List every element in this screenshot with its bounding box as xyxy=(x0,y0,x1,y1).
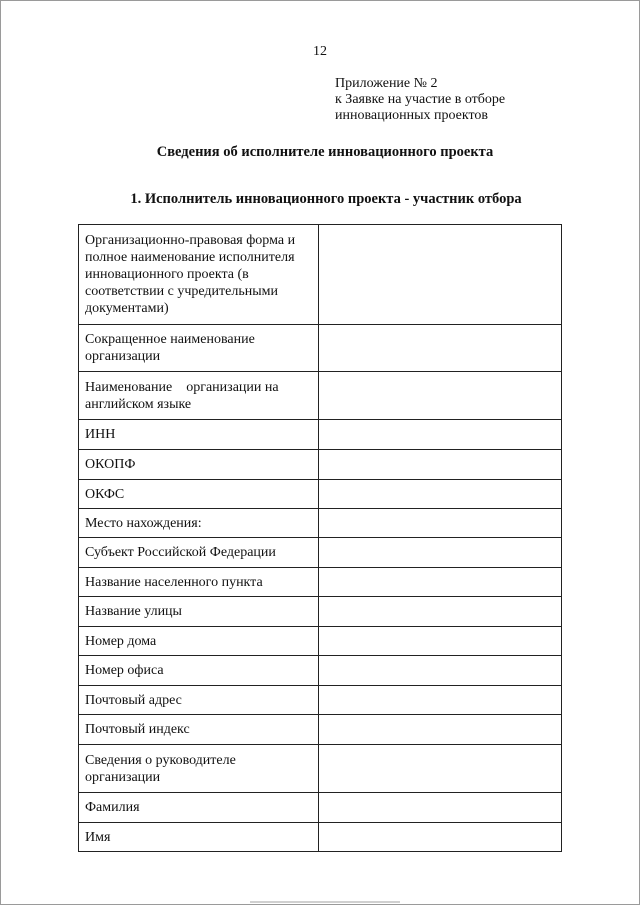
table-row xyxy=(79,480,562,509)
row-label-street: Название улицы xyxy=(79,597,319,627)
document-title: Сведения об исполнителе инновационного проекта xyxy=(156,144,494,160)
row-value-office[interactable] xyxy=(319,656,562,686)
row-value-head-info[interactable] xyxy=(319,745,562,793)
table-row xyxy=(79,450,562,480)
annex-line-2: к Заявке на участие в отборе xyxy=(335,92,506,107)
row-label-okfs: ОКФС xyxy=(79,480,319,509)
table-row xyxy=(79,627,562,656)
table-row xyxy=(79,597,562,627)
row-label-postal-address: Почтовый адрес xyxy=(79,686,319,715)
table-row xyxy=(79,715,562,745)
row-label-office: Номер офиса xyxy=(79,656,319,686)
row-label-short-name: Сокращенное наименование организации xyxy=(79,325,319,372)
table-row xyxy=(79,509,562,538)
row-label-house: Номер дома xyxy=(79,627,319,656)
table-row xyxy=(79,793,562,823)
table-row xyxy=(79,420,562,450)
table-row xyxy=(79,686,562,715)
row-value-okopf[interactable] xyxy=(319,450,562,480)
row-value-location[interactable] xyxy=(319,509,562,538)
row-value-okfs[interactable] xyxy=(319,480,562,509)
row-value-settlement[interactable] xyxy=(319,568,562,597)
table-row xyxy=(79,372,562,420)
row-value-house[interactable] xyxy=(319,627,562,656)
section-title: 1. Исполнитель инновационного проекта - участник отбора xyxy=(130,191,522,207)
table-row xyxy=(79,325,562,372)
row-value-inn[interactable] xyxy=(319,420,562,450)
scan-edge-mark xyxy=(250,901,400,903)
row-label-federal-subject: Субъект Российской Федерации xyxy=(79,538,319,568)
annex-header xyxy=(335,76,505,124)
executor-info-table xyxy=(78,224,562,852)
row-value-postal-code[interactable] xyxy=(319,715,562,745)
row-value-short-name[interactable] xyxy=(319,325,562,372)
row-value-surname[interactable] xyxy=(319,793,562,823)
table-row xyxy=(79,823,562,852)
table-row xyxy=(79,656,562,686)
row-value-federal-subject[interactable] xyxy=(319,538,562,568)
table-row xyxy=(79,568,562,597)
row-value-street[interactable] xyxy=(319,597,562,627)
row-label-okopf: ОКОПФ xyxy=(79,450,319,480)
row-label-surname: Фамилия xyxy=(79,793,319,823)
page-number: 12 xyxy=(313,44,327,59)
row-label-settlement: Название населенного пункта xyxy=(79,568,319,597)
row-value-english-name[interactable] xyxy=(319,372,562,420)
row-value-first-name[interactable] xyxy=(319,823,562,852)
row-label-legal-form: Организационно-правовая форма и полное наименование исполнителя инновационного проекта (в соответствии с учредительными документами) xyxy=(79,225,319,325)
row-value-legal-form[interactable] xyxy=(319,225,562,325)
table-row xyxy=(79,745,562,793)
row-label-head-info: Сведения о руководителе организации xyxy=(79,745,319,793)
row-label-english-name: Наименование организации на английском языке xyxy=(79,372,319,420)
table-row xyxy=(79,225,562,325)
row-label-location: Место нахождения: xyxy=(79,509,319,538)
annex-line-1: Приложение № 2 xyxy=(335,76,438,91)
row-label-first-name: Имя xyxy=(79,823,319,852)
table-row xyxy=(79,538,562,568)
row-label-postal-code: Почтовый индекс xyxy=(79,715,319,745)
row-value-postal-address[interactable] xyxy=(319,686,562,715)
annex-line-3: инновационных проектов xyxy=(335,108,489,123)
row-label-inn: ИНН xyxy=(79,420,319,450)
